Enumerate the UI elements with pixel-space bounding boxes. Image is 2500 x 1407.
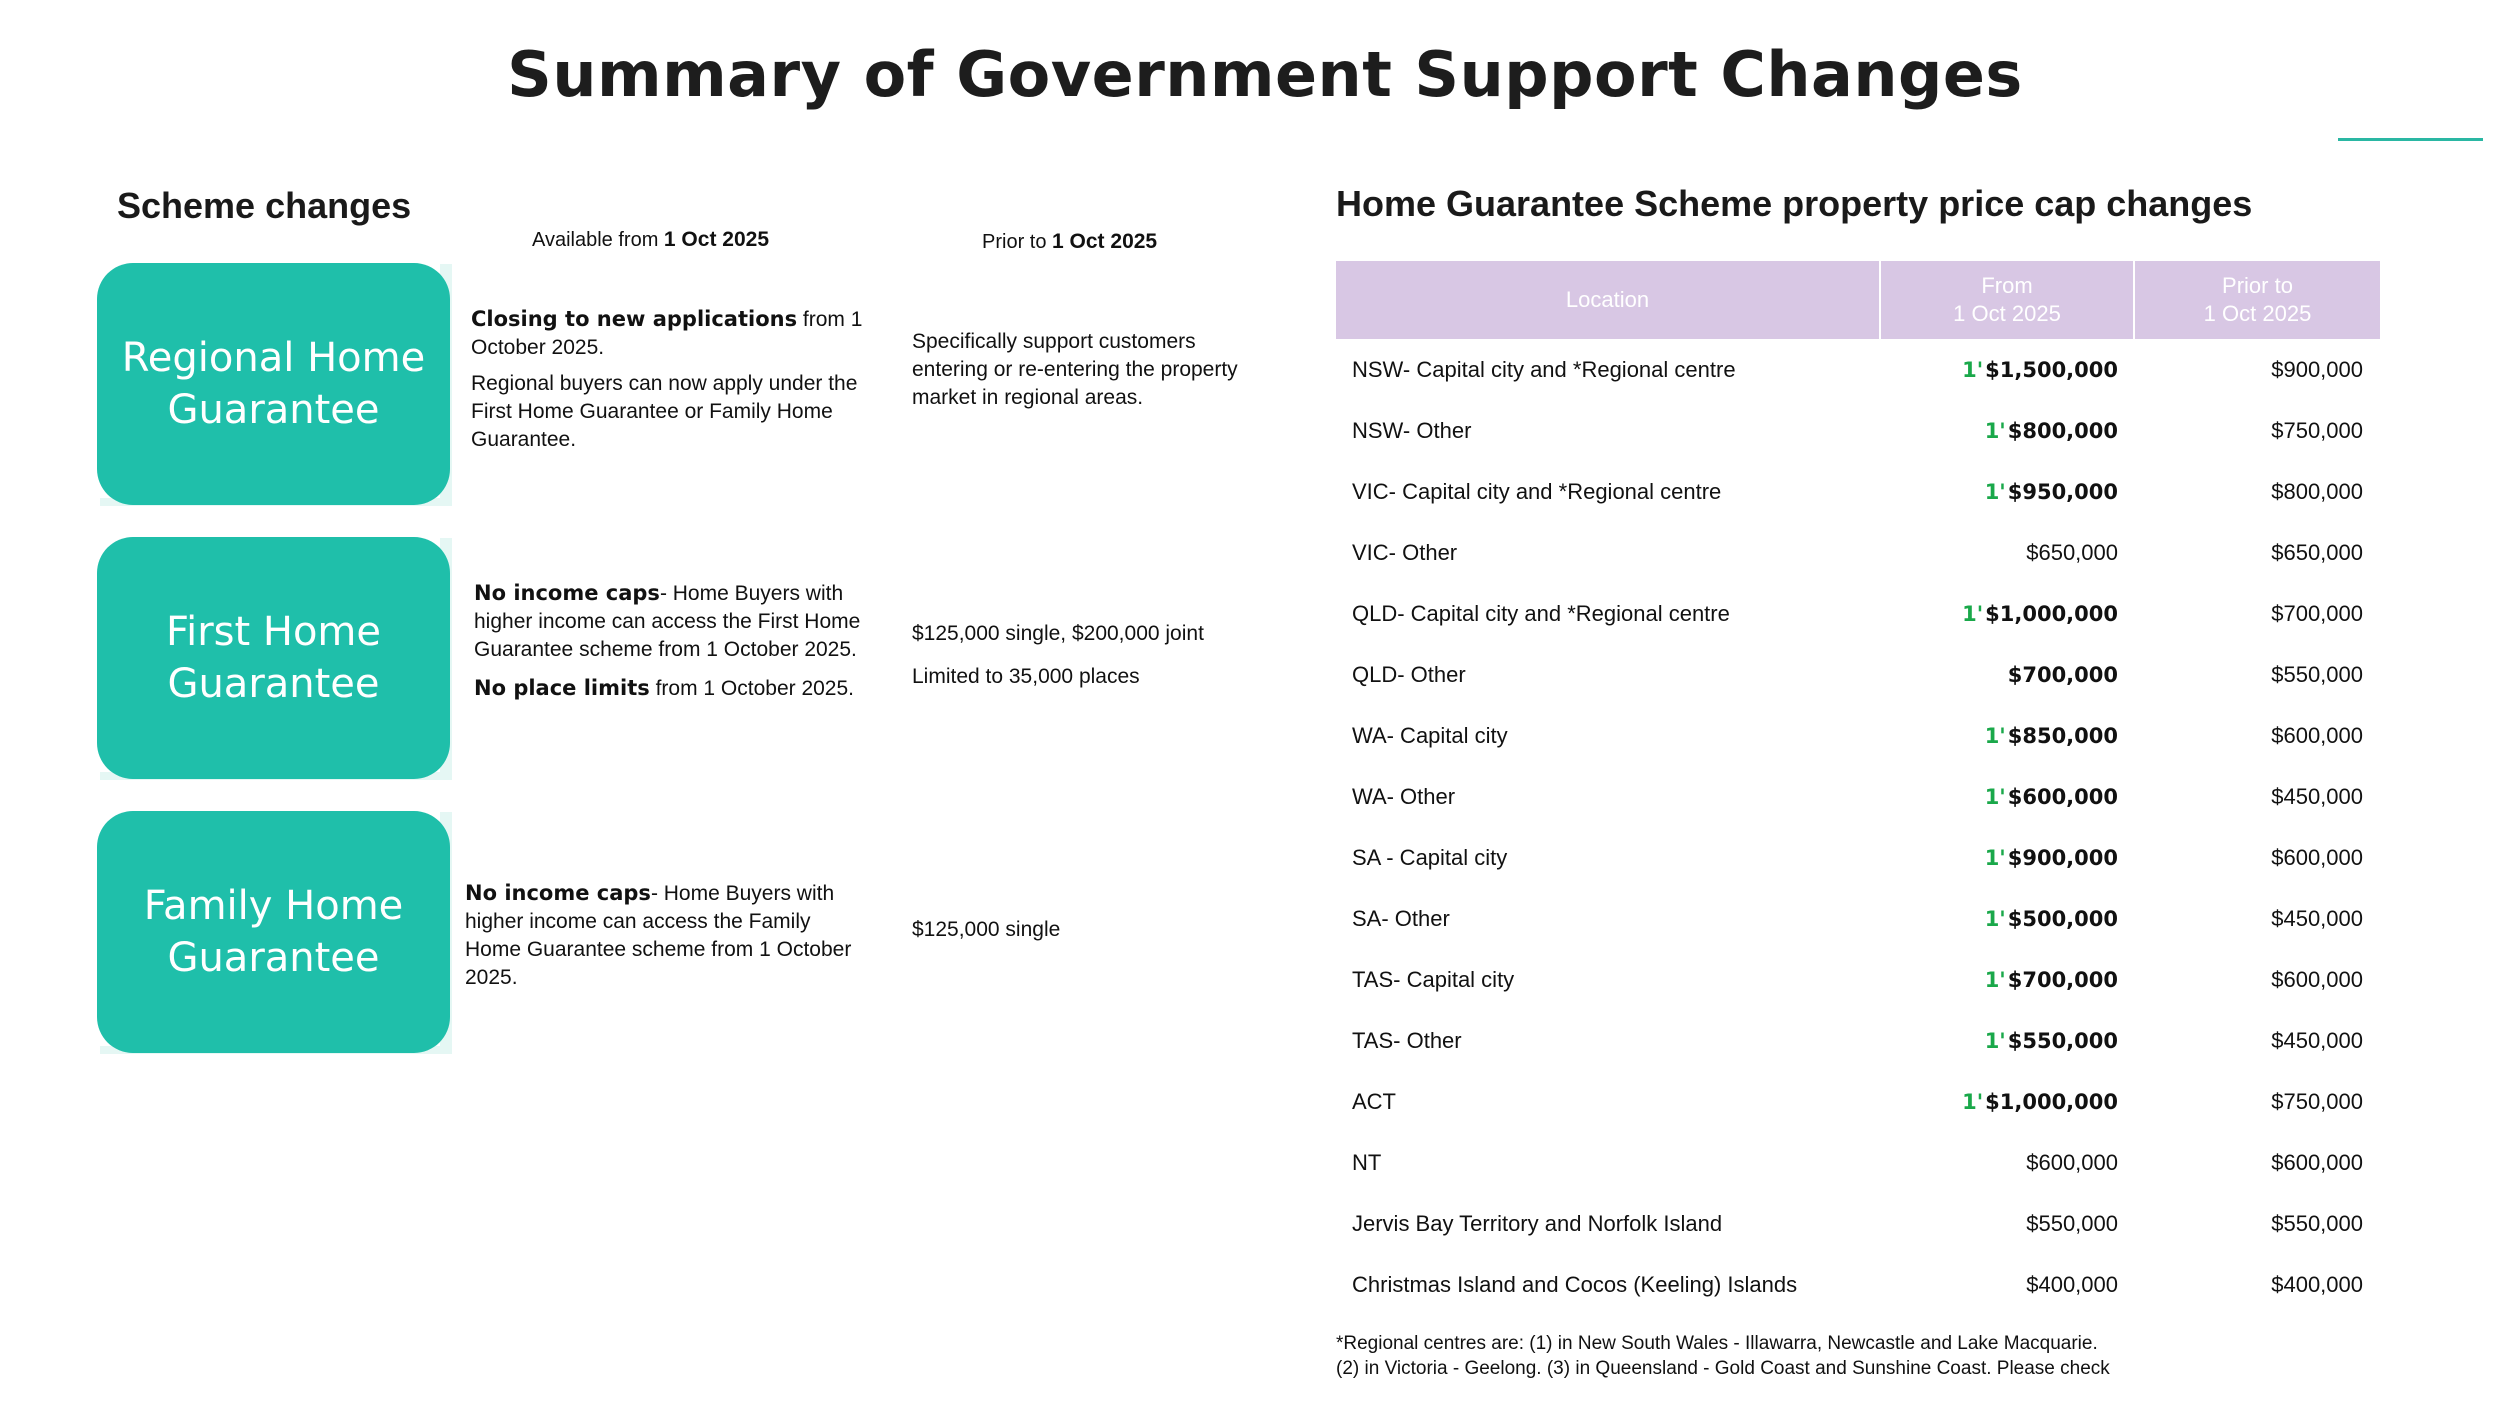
prior-value-cell: $600,000: [2271, 722, 2363, 748]
table-row: [1336, 766, 2380, 827]
from-value-cell: [1880, 766, 2134, 827]
from-value-cell: [1880, 339, 2134, 400]
location-cell: SA- Other: [1352, 905, 1450, 931]
location-cell: NSW- Capital city and *Regional centre: [1352, 356, 1736, 382]
prior-value-cell: $450,000: [2271, 905, 2363, 931]
tile-title-line: First Home: [165, 609, 382, 655]
table-header-row: [1336, 261, 2380, 339]
header-line: Prior to: [2222, 273, 2293, 298]
tile-title-line: Guarantee: [167, 935, 380, 981]
increase-icon: 1': [1984, 967, 2006, 992]
from-value: $1,000,000: [1985, 601, 2118, 626]
income-caps-rest: - Home Buyers with higher income can access the First Home Guarantee scheme from 1 October 2025.: [474, 582, 861, 661]
from-value-cell: [1880, 705, 2134, 766]
table-row: [1336, 888, 2380, 949]
family-home-guarantee-description: [465, 879, 870, 992]
location-cell: NSW- Other: [1352, 417, 1472, 443]
from-value: $700,000: [2007, 662, 2118, 687]
table-row: [1336, 705, 2380, 766]
from-value-cell: [1880, 827, 2134, 888]
prior-value-cell: $800,000: [2271, 478, 2363, 504]
from-value: $950,000: [2007, 479, 2118, 504]
place-limits-lead: No place limits: [474, 676, 650, 700]
place-limits-rest: from 1 October 2025.: [649, 677, 855, 700]
location-cell: VIC- Other: [1352, 539, 1458, 565]
prior-label: Prior to: [982, 231, 1047, 253]
prior-to-heading: [982, 230, 1157, 254]
location-cell: Christmas Island and Cocos (Keeling) Islands: [1352, 1271, 1798, 1297]
increase-icon: 1': [1984, 479, 2006, 504]
table-row: [1336, 1132, 2380, 1193]
from-value: $600,000: [2007, 784, 2118, 809]
regional-centres-footnote: [1336, 1331, 2316, 1381]
from-value: $1,000,000: [1985, 1089, 2118, 1114]
family-home-prior-text: $125,000 single: [912, 918, 1061, 941]
first-home-prior-caps: $125,000 single, $200,000 joint: [912, 622, 1204, 645]
table-row: [1336, 1193, 2380, 1254]
table-row: [1336, 949, 2380, 1010]
available-from-heading: [532, 228, 769, 252]
regional-prior-text: Specifically support customers entering or re-entering the property market in regional areas.: [912, 330, 1238, 409]
tile-title-line: Regional Home: [121, 335, 426, 381]
tile-title-line: Guarantee: [167, 661, 380, 707]
table-row: [1336, 522, 2380, 583]
location-cell: Jervis Bay Territory and Norfolk Island: [1352, 1210, 1723, 1236]
increase-icon: 1': [1984, 723, 2006, 748]
accent-rule: [2338, 138, 2483, 141]
from-value: $600,000: [2026, 1149, 2118, 1175]
location-cell: WA- Other: [1352, 783, 1456, 809]
location-cell: NT: [1352, 1149, 1382, 1175]
from-value-cell: [1880, 644, 2134, 705]
location-column-header: Location: [1336, 261, 1880, 339]
closing-rest: from 1 October 2025.: [471, 308, 863, 359]
regional-home-guarantee-description: [471, 305, 871, 454]
page-title: Summary of Government Support Changes: [507, 38, 2023, 111]
tile-title-line: Guarantee: [167, 387, 380, 433]
location-cell: ACT: [1352, 1088, 1396, 1114]
increase-icon: 1': [1984, 784, 2006, 809]
from-value-cell: [1880, 1071, 2134, 1132]
prior-value-cell: $600,000: [2271, 1149, 2363, 1175]
from-value: $850,000: [2007, 723, 2118, 748]
price-cap-table-body: [1336, 339, 2380, 1315]
table-row: [1336, 1010, 2380, 1071]
prior-value-cell: $450,000: [2271, 783, 2363, 809]
increase-icon: 1': [1962, 601, 1984, 626]
table-row: [1336, 583, 2380, 644]
table-row: [1336, 1254, 2380, 1315]
location-cell: QLD- Capital city and *Regional centre: [1352, 600, 1730, 626]
from-value: $1,500,000: [1985, 357, 2118, 382]
increase-icon: 1': [1984, 418, 2006, 443]
from-value-cell: [1880, 1010, 2134, 1071]
increase-icon: 1': [1984, 1028, 2006, 1053]
available-date: 1 Oct 2025: [663, 228, 769, 251]
header-line: 1 Oct 2025: [2203, 301, 2312, 326]
first-home-guarantee-tile: [97, 537, 450, 779]
tile-title-line: Family Home: [143, 883, 404, 929]
header-line: 1 Oct 2025: [1953, 301, 2061, 326]
from-value: $700,000: [2007, 967, 2118, 992]
footnote-line: *Regional centres are: (1) in New South Wales - Illawarra, Newcastle and Lake Macquarie.: [1336, 1333, 2098, 1354]
increase-icon: 1': [1962, 1089, 1984, 1114]
location-cell: TAS- Other: [1352, 1027, 1462, 1053]
prior-value-cell: $550,000: [2271, 661, 2363, 687]
prior-date: 1 Oct 2025: [1052, 230, 1158, 253]
from-value-cell: [1880, 1132, 2134, 1193]
from-value-cell: [1880, 1254, 2134, 1315]
prior-value-cell: $550,000: [2271, 1210, 2363, 1236]
income-caps-lead: No income caps: [474, 581, 660, 605]
from-value-cell: [1880, 583, 2134, 644]
table-row: [1336, 400, 2380, 461]
prior-column-header: [2134, 261, 2380, 339]
prior-value-cell: $600,000: [2271, 844, 2363, 870]
from-value-cell: [1880, 888, 2134, 949]
from-value-cell: [1880, 461, 2134, 522]
income-caps-lead: No income caps: [465, 881, 651, 905]
price-cap-heading: Home Guarantee Scheme property price cap changes: [1336, 183, 2253, 224]
location-cell: WA- Capital city: [1352, 722, 1508, 748]
prior-value-cell: $900,000: [2271, 356, 2363, 382]
table-row: [1336, 644, 2380, 705]
table-row: [1336, 461, 2380, 522]
footnote-line: (2) in Victoria - Geelong. (3) in Queensland - Gold Coast and Sunshine Coast. Please check: [1336, 1358, 2110, 1379]
family-home-guarantee-tile: [97, 811, 450, 1053]
location-cell: SA - Capital city: [1352, 844, 1508, 870]
from-value: $550,000: [2007, 1028, 2118, 1053]
from-value-cell: [1880, 522, 2134, 583]
first-home-guarantee-description: [474, 579, 874, 703]
prior-value-cell: $400,000: [2271, 1271, 2363, 1297]
from-value-cell: [1880, 949, 2134, 1010]
table-row: [1336, 1071, 2380, 1132]
increase-icon: 1': [1984, 906, 2006, 931]
increase-icon: 1': [1984, 845, 2006, 870]
available-label: Available from: [532, 229, 659, 251]
from-value: $400,000: [2026, 1271, 2118, 1297]
location-cell: TAS- Capital city: [1352, 966, 1515, 992]
prior-value-cell: $450,000: [2271, 1027, 2363, 1053]
regional-home-guarantee-tile: [97, 263, 450, 505]
prior-value-cell: $750,000: [2271, 1088, 2363, 1114]
from-value-cell: [1880, 400, 2134, 461]
header-line: From: [1981, 273, 2033, 298]
first-home-prior-text: [912, 620, 1272, 691]
income-caps-rest: - Home Buyers with higher income can access the Family Home Guarantee scheme from 1 October 2025.: [465, 882, 852, 989]
regional-detail: Regional buyers can now apply under the First Home Guarantee or Family Home Guarantee.: [471, 372, 858, 451]
first-home-prior-places: Limited to 35,000 places: [912, 665, 1140, 688]
closing-lead: Closing to new applications: [471, 307, 798, 331]
from-value: $900,000: [2007, 845, 2118, 870]
location-cell: VIC- Capital city and *Regional centre: [1352, 478, 1722, 504]
table-row: [1336, 827, 2380, 888]
prior-value-cell: $650,000: [2271, 539, 2363, 565]
location-cell: QLD- Other: [1352, 661, 1466, 687]
from-value-cell: [1880, 1193, 2134, 1254]
price-cap-table: [1336, 261, 2380, 1315]
prior-value-cell: $700,000: [2271, 600, 2363, 626]
increase-icon: 1': [1962, 357, 1984, 382]
prior-value-cell: $750,000: [2271, 417, 2363, 443]
table-row: [1336, 339, 2380, 400]
scheme-changes-heading: Scheme changes: [117, 185, 412, 226]
from-column-header: [1880, 261, 2134, 339]
from-value: $650,000: [2026, 539, 2118, 565]
from-value: $800,000: [2007, 418, 2118, 443]
from-value: $500,000: [2007, 906, 2118, 931]
prior-value-cell: $600,000: [2271, 966, 2363, 992]
from-value: $550,000: [2026, 1210, 2118, 1236]
